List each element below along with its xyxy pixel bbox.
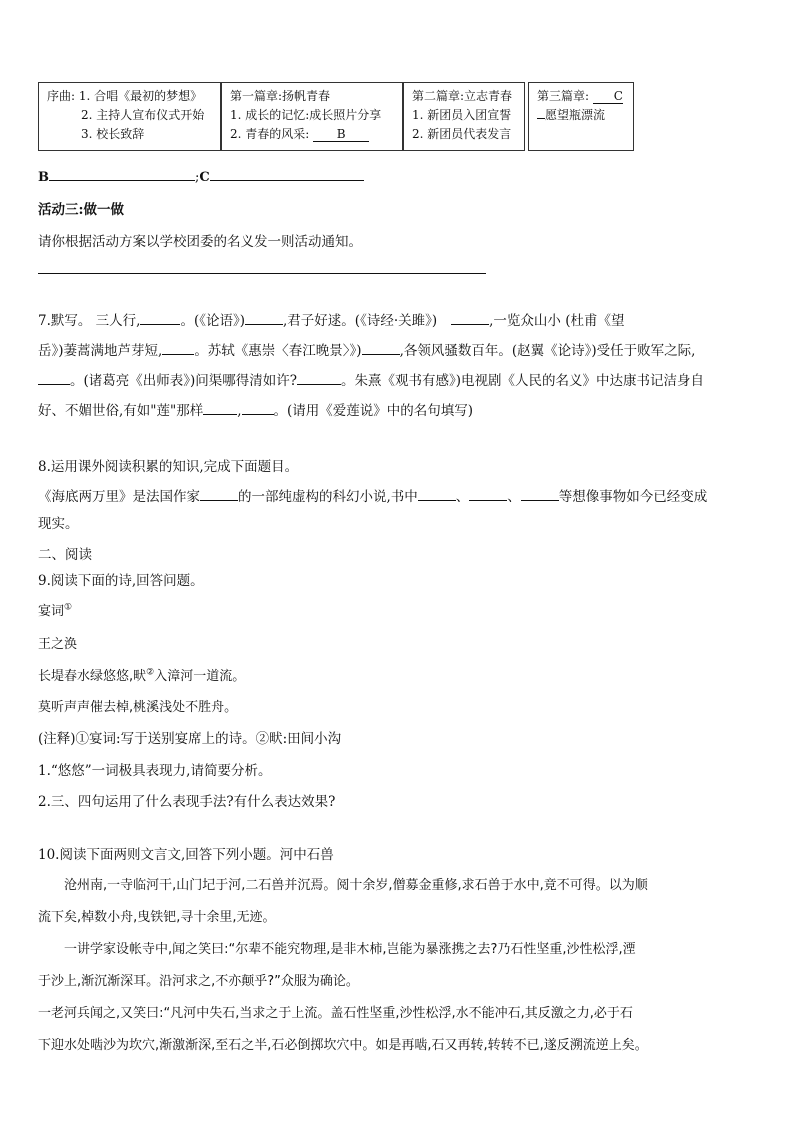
activity3-title: 活动三:做一做 [38, 202, 124, 218]
q10-stem: 10.阅读下面两则文言文,回答下列小题。河中石兽 [38, 847, 334, 863]
chapter3-line-2 [537, 106, 625, 125]
q9-sub-question-2: 2.三、四句运用了什么表现手法?有什么表达效果? [38, 794, 336, 810]
answer-c-label: C [199, 170, 210, 185]
activity3-answer-line[interactable] [38, 272, 486, 274]
q7-text-2b: 。苏轼《惠崇〈春江晚景〉》) [194, 343, 362, 359]
plan-box-chapter1 [221, 82, 403, 151]
plan-box-chapter3 [528, 82, 634, 151]
q7-blank-6[interactable] [38, 372, 70, 385]
q9-poem-line-1 [38, 665, 245, 684]
q7-blank-2[interactable] [245, 312, 283, 325]
q9-poem-line-2: 莫听声声催去棹,桃溪浅处不胜舟。 [38, 700, 238, 715]
q7-text-3b: 。朱熹《观书有感》)电视剧《人民的名义》中达康书记洁身自 [341, 373, 705, 389]
q7-line-3 [38, 366, 764, 396]
chapter1-item-1: 1. 成长的记忆:成长照片分享 [230, 108, 382, 122]
q7-blank-7[interactable] [297, 372, 341, 385]
q7-blank-1[interactable] [140, 312, 180, 325]
chapter3-title: 第三篇章: [537, 89, 590, 103]
prelude-item-1: 1. 合唱《最初的梦想》 [78, 89, 203, 103]
q8-text-1e: 等想像事物如今已经变成 [558, 489, 708, 505]
q8-line-1 [38, 482, 764, 512]
q9-poem-title [38, 600, 72, 619]
prelude-line-1 [47, 87, 212, 106]
q8-blank-3[interactable] [469, 488, 507, 501]
answer-b-blank[interactable] [49, 168, 195, 181]
q7-text-1a: 7.默写。 三人行, [38, 313, 141, 329]
q10-para-1a: 沧州南,一寺临河干,山门圮于河,二石兽并沉焉。阅十余岁,僧募金重修,求石兽于水中,竟不可得。以为顺 [64, 878, 648, 893]
q8-text-1d: 、 [507, 489, 521, 505]
q7-text-4a: 好、不媚世俗,有如"莲"那样 [38, 403, 204, 419]
chapter3-blank-label: C [613, 89, 623, 103]
q7-block [38, 306, 764, 426]
chapter3-line-1 [537, 87, 625, 106]
prelude-item-2: 2. 主持人宣布仪式开始 [81, 108, 205, 122]
q8-blank-4[interactable] [521, 488, 559, 501]
chapter2-title: 第二篇章:立志青春 [412, 89, 513, 103]
q8-line-2: 现实。 [38, 516, 79, 532]
chapter1-line-2 [230, 125, 394, 144]
q9-stem: 9.阅读下面的诗,回答问题。 [38, 573, 204, 589]
q7-text-3a: 。(诸葛亮《出师表》)问渠哪得清如许? [70, 373, 298, 389]
q7-text-1c: ,君子好逑。(《诗经·关雎》) [283, 313, 438, 329]
plan-box-chapter2 [403, 82, 525, 151]
q7-text-2c: ,各领风骚数百年。(赵翼《论诗》)受任于败军之际, [399, 343, 696, 359]
q9-poem-author: 王之涣 [38, 637, 78, 652]
q10-passage [38, 870, 764, 1062]
q7-text-4b: , [237, 403, 242, 419]
q9-title-note: ① [64, 602, 73, 613]
chapter1-item-2: 2. 青春的风采: [230, 127, 310, 141]
q9-poem-title-text: 宴词 [38, 604, 65, 619]
answer-c-blank[interactable] [210, 168, 364, 181]
q10-para-1b: 流下矣,棹数小舟,曳铁钯,寻十余里,无迹。 [38, 910, 276, 925]
chapter1-blank-b [313, 127, 369, 142]
q7-line-4 [38, 396, 764, 426]
chapter2-item-1: 1. 新团员入团宣誓 [412, 108, 512, 122]
answer-separator: ; [195, 170, 200, 185]
chapter2-item-2: 2. 新团员代表发言 [412, 127, 512, 141]
q8-text-1b: 的一部纯虚构的科幻小说,书中 [238, 489, 418, 505]
prelude-line-2 [47, 106, 212, 125]
q7-blank-8[interactable] [203, 402, 237, 415]
answer-b-label: B [38, 170, 49, 185]
chapter1-title: 第一篇章:扬帆青春 [230, 89, 331, 103]
q10-para-2a: 一讲学家设帐寺中,闻之笑曰:“尔辈不能究物理,是非木柿,岂能为暴涨携之去?乃石性坚重,沙性松浮,湮 [64, 942, 636, 957]
plan-box-prelude [38, 82, 221, 151]
prelude-title: 序曲: [47, 89, 76, 103]
section-reading-title: 二、阅读 [38, 547, 92, 563]
chapter3-sub-underline [537, 106, 545, 119]
q8-stem: 8.运用课外阅读积累的知识,完成下面题目。 [38, 459, 299, 475]
answer-line [38, 168, 364, 185]
prelude-line-3 [47, 125, 212, 144]
q10-para-3b: 下迎水处啮沙为坎穴,渐激渐深,至石之半,石必倒掷坎穴中。如是再啮,石又再转,转转不已,遂反溯流逆上矣。 [38, 1038, 648, 1053]
q8-text-1a: 《海底两万里》是法国作家 [38, 489, 200, 505]
q7-blank-3[interactable] [451, 312, 489, 325]
q8-blank-1[interactable] [200, 488, 238, 501]
q7-line-1 [38, 306, 764, 336]
q9-line1-a: 长堤春水绿悠悠,畎 [38, 669, 147, 684]
q9-annotation: (注释)①宴词:写于送别宴席上的诗。②畎:田间小沟 [38, 731, 342, 747]
q7-blank-9[interactable] [242, 402, 274, 415]
q9-sub-question-1: 1.“悠悠”一词极具表现力,请简要分析。 [38, 763, 272, 779]
q9-line1-b: 入漳河一道流。 [154, 669, 246, 684]
prelude-item-3: 3. 校长致辞 [81, 127, 145, 141]
q7-text-4c: 。(请用《爱莲说》中的名句填写) [273, 403, 474, 419]
q7-text-2a: 岳》)萋蒿满地芦芽短, [38, 343, 163, 359]
q7-blank-5[interactable] [362, 342, 400, 355]
activity3-prompt: 请你根据活动方案以学校团委的名义发一则活动通知。 [38, 234, 362, 250]
chapter1-blank-label: B [336, 127, 346, 141]
q10-para-3a: 一老河兵闻之,又笑曰:“凡河中失石,当求之于上流。盖石性坚重,沙性松浮,水不能冲石,其反激之力,必于石 [38, 1006, 633, 1021]
q8-text-1c: 、 [455, 489, 470, 505]
q7-line-2 [38, 336, 764, 366]
q10-para-2b: 于沙上,渐沉渐深耳。沿河求之,不亦颠乎?”众服为确论。 [38, 974, 359, 989]
q8-blank-2[interactable] [418, 488, 456, 501]
q7-text-1b: 。(《论语》) [180, 313, 246, 329]
q7-text-1d: ,一览众山小 (杜甫《望 [489, 313, 625, 329]
chapter3-blank-c [593, 89, 623, 104]
q8-block [38, 452, 764, 536]
q9-line1-note: ② [146, 667, 155, 678]
chapter3-subtitle: 愿望瓶漂流 [545, 108, 606, 122]
q7-blank-4[interactable] [162, 342, 194, 355]
